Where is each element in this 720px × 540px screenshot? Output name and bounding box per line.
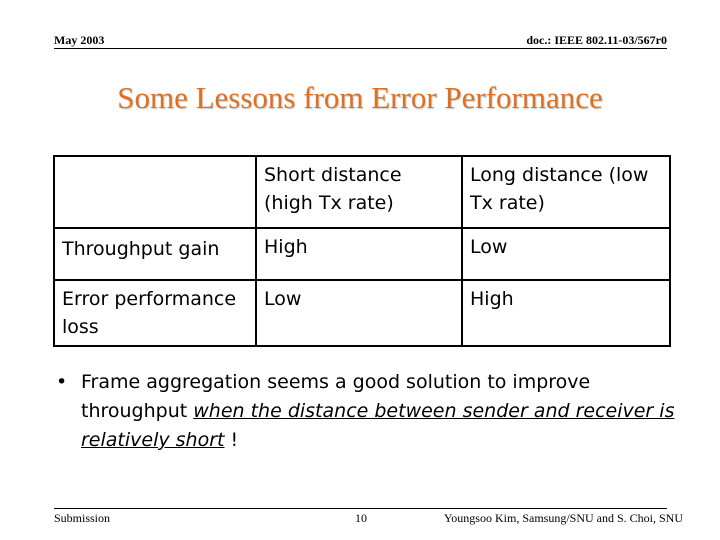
- bullet-point: [56, 368, 676, 455]
- row-label-throughput-gain: Throughput gain: [54, 228, 256, 280]
- footer-divider: [54, 508, 667, 509]
- column-header-long-distance: Long distance (low Tx rate): [462, 156, 670, 228]
- cell-throughput-long: Low: [462, 228, 670, 280]
- slide-title: Some Lessons from Error Performance: [117, 80, 603, 115]
- cell-error-short: Low: [256, 280, 462, 346]
- bullet-text-plain: Frame aggregation seems a good solution to improve throughput: [81, 371, 591, 422]
- footer-authors: Youngsoo Kim, Samsung/SNU and S. Choi, SNU: [443, 511, 683, 525]
- comparison-table: [53, 155, 671, 347]
- column-header-short-distance: Short distance (high Tx rate): [256, 156, 462, 228]
- bullet-marker: •: [56, 371, 68, 393]
- cell-throughput-short: High: [256, 228, 462, 280]
- table-row: [54, 228, 670, 280]
- header-date: May 2003: [54, 33, 105, 47]
- row-label-error-performance-loss: Error performance loss: [54, 280, 256, 346]
- bullet-text: [81, 368, 676, 455]
- footer-submission: Submission: [54, 511, 111, 525]
- cell-error-long: High: [462, 280, 670, 346]
- bullet-text-end: !: [224, 429, 239, 451]
- table-corner-cell: [54, 156, 256, 228]
- header-doc-id: doc.: IEEE 802.11-03/567r0: [526, 33, 667, 47]
- header-divider: [54, 48, 667, 49]
- table-header-row: [54, 156, 670, 228]
- table-row: [54, 280, 670, 346]
- bullet-text-emphasis: when the distance between sender and receiver is relatively short: [81, 400, 675, 451]
- page-number: 10: [355, 511, 367, 525]
